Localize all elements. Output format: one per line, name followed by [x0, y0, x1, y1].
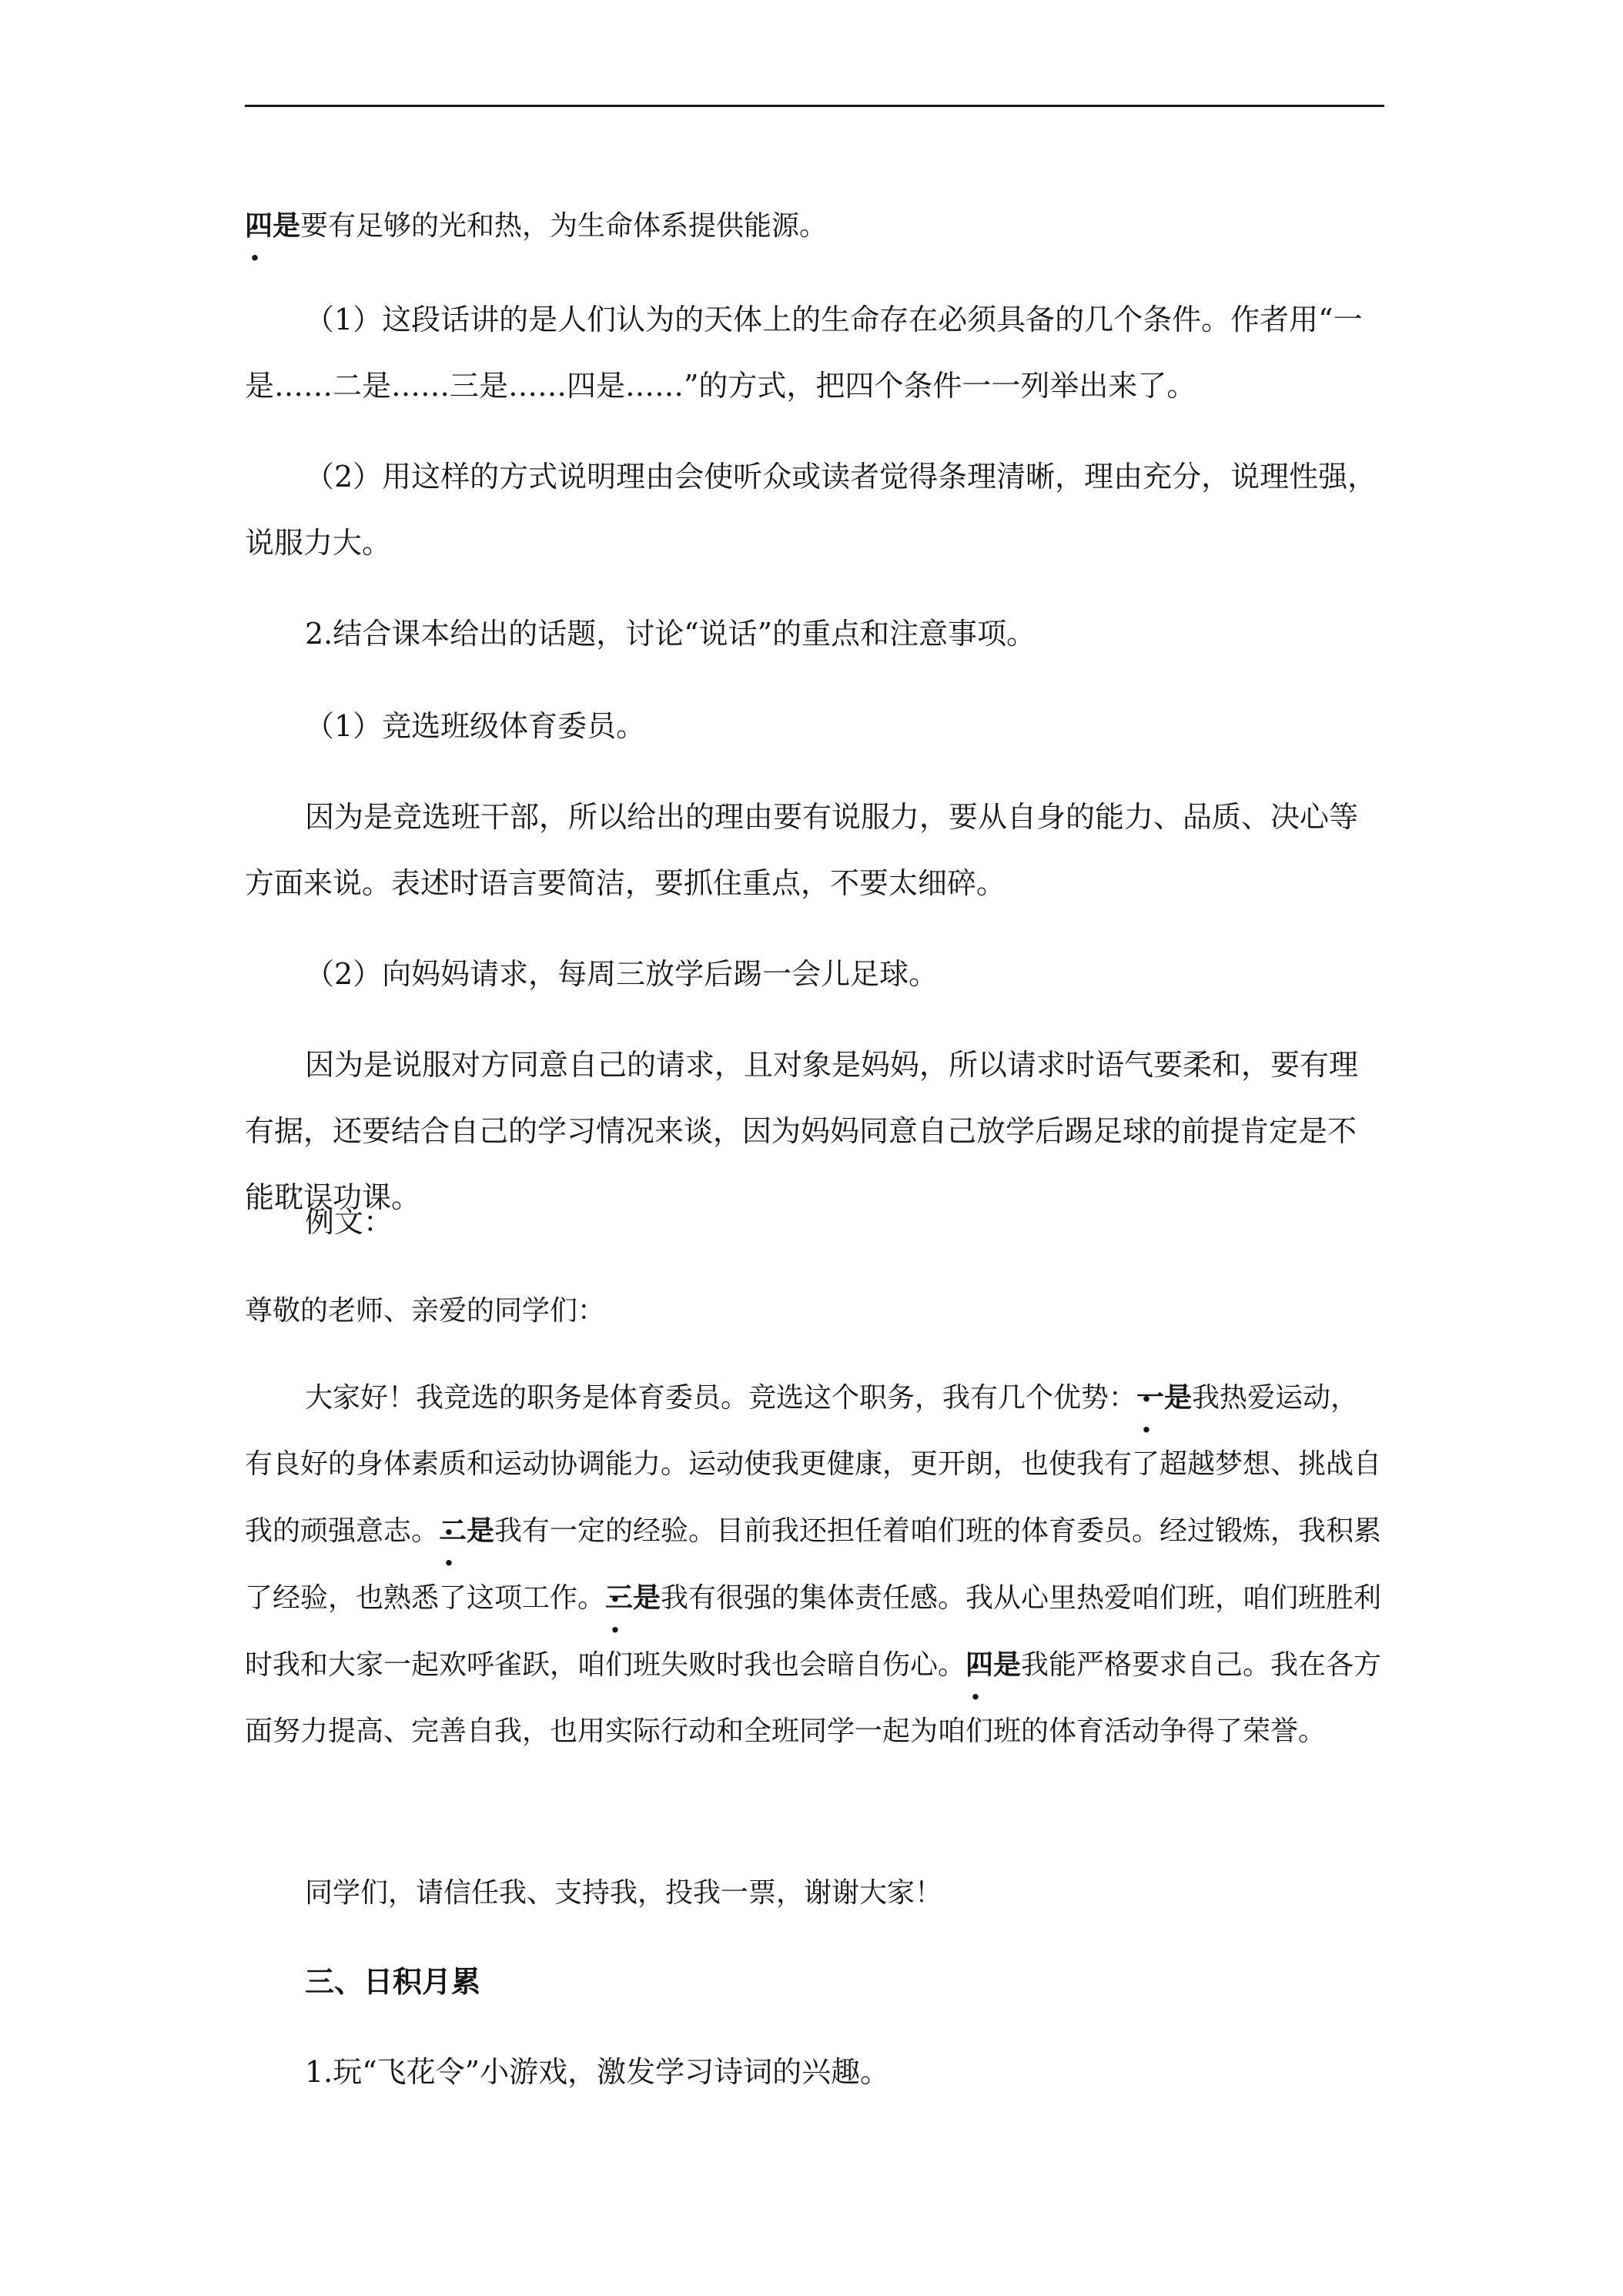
header-rule — [245, 105, 1384, 107]
paragraph-example-label: 例文： — [305, 1205, 393, 1239]
section-heading: 三、日积月累 — [305, 1966, 481, 1999]
paragraph-accumulation-1: 1.玩“飞花令”小游戏，激发学习诗词的兴趣。 — [305, 2055, 890, 2089]
emphasis-marker: 二是 · · — [439, 1498, 494, 1564]
emphasis-marker: 三是 · · — [605, 1565, 661, 1631]
paragraph-task-2: 2.结合课本给出的话题，讨论“说话”的重点和注意事项。 — [305, 617, 1036, 651]
paragraph-salutation: 尊敬的老师、亲爱的同学们： — [245, 1295, 606, 1327]
paragraph-topic-2: （2）向妈妈请求，每周三放学后踢一会儿足球。 — [305, 957, 939, 991]
paragraph-topic-1: （1）竞选班级体育委员。 — [305, 709, 646, 743]
emphasis-marker: 一是 · · — [1136, 1364, 1192, 1431]
paragraph-condition-four: 四是 · ·要有足够的光和热，为生命体系提供能源。 — [245, 192, 1384, 259]
paragraph-analysis-2: （2）用这样的方式说明理由会使听众或读者觉得条理清晰，理由充分，说理性强，说服力大。 — [245, 460, 1377, 560]
paragraph-example-essay: 大家好！我竞选的职务是体育委员。竞选这个职务，我有几个优势：一是 · ·我热爱运动，有良好的身体素质和运动协调能力。运动使我更健康，更开朗，也使我有了超越梦想、挑战自我的顽强意志。二是 · ·我有一定的经验。目前我还担任着咱们班的体育委员。经过锻炼，我积累了经验，也熟悉了这项工作。三是 · ·我有很强的集体责任感。我从心里热爱咱们班，咱们班胜利时我和大家一起欢呼雀跃，咱们班失败时我也会暗自伤心。四是 · ·我能严格要求自己。我在各方面努力提高、完善自我，也用实际行动和全班同学一起为咱们班的体育活动争得了荣誉。 — [245, 1364, 1384, 1765]
paragraph-closing: 同学们，请信任我、支持我，投我一票，谢谢大家！ — [305, 1877, 943, 1909]
paragraph-topic-2-explain: 因为是说服对方同意自己的请求，且对象是妈妈，所以请求时语气要柔和，要有理有据，还要结合自己的学习情况来谈，因为妈妈同意自己放学后踢足球的前提肯定是不能耽误功课。 — [245, 1048, 1359, 1214]
paragraph-topic-1-explain: 因为是竞选班干部，所以给出的理由要有说服力，要从自身的能力、品质、决心等方面来说。表述时语言要简洁，要抓住重点，不要太细碎。 — [245, 800, 1359, 900]
emphasis-marker: 四是 · · — [965, 1632, 1021, 1698]
emphasis-marker: 四是 · · — [245, 192, 300, 259]
paragraph-analysis-1: （1）这段话讲的是人们认为的天体上的生命存在必须具备的几个条件。作者用“一是……二是……三是……四是……”的方式，把四个条件一一列举出来了。 — [245, 303, 1363, 403]
